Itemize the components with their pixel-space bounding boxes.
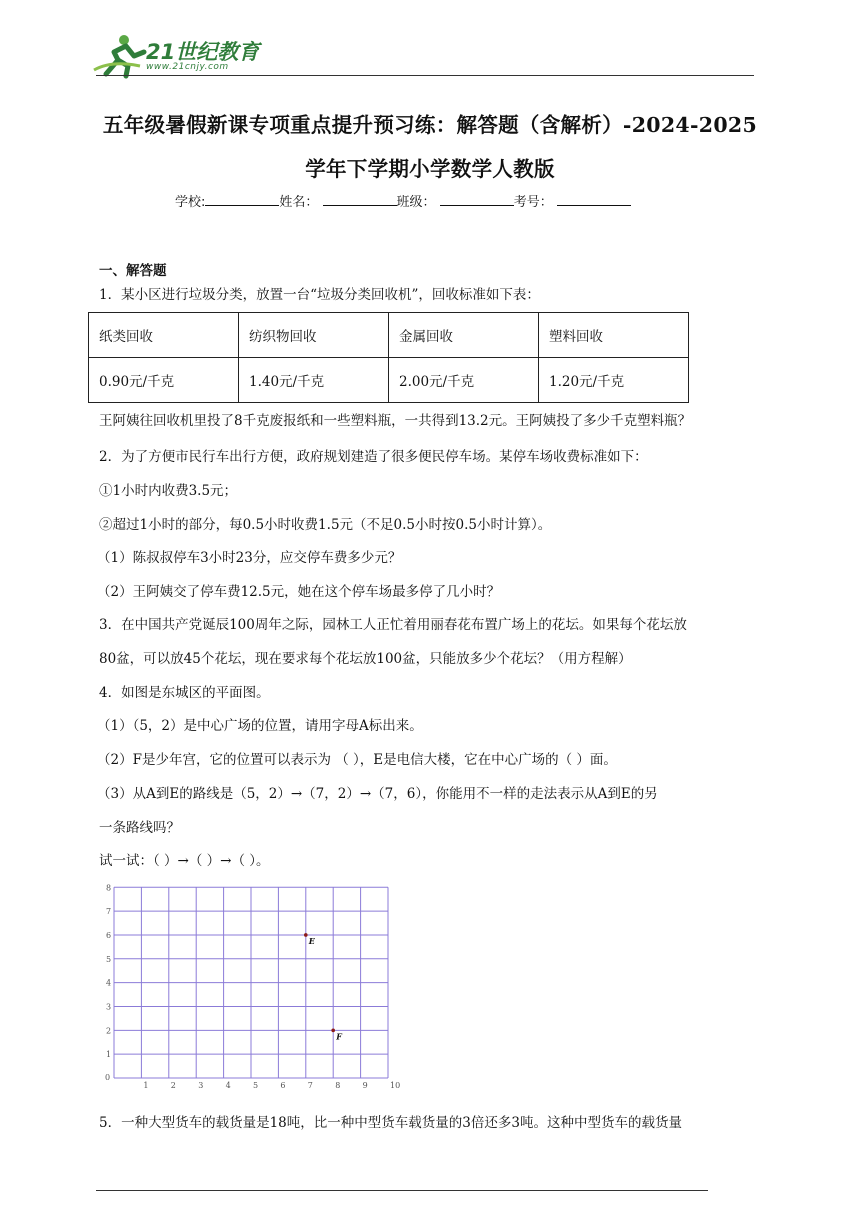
logo-text: 21世纪教育 [146, 40, 260, 64]
name-blank[interactable] [323, 193, 397, 206]
q4-stem: 4．如图是东城区的平面图。 [99, 685, 270, 701]
q1-question: 王阿姨往回收机里投了8千克废报纸和一些塑料瓶，一共得到13.2元。王阿姨投了多少千克塑料瓶？ [99, 413, 692, 429]
table-row [89, 358, 689, 403]
table-header-cell: 纸类回收 [89, 313, 239, 358]
q4-sub-1: （1）（5，2）是中心广场的位置，请用字母A标出来。 [97, 718, 423, 734]
table-cell: 0.90元/千克 [89, 358, 239, 403]
class-blank[interactable] [440, 193, 514, 206]
y-tick-label: 3 [106, 1002, 112, 1012]
q3-line-1: 3．在中国共产党诞辰100周年之际，园林工人正忙着用丽春花布置广场上的花坛。如果每个花坛放 [99, 617, 687, 633]
grid-point-f[interactable] [331, 1029, 335, 1033]
table-cell: 1.40元/千克 [239, 358, 389, 403]
school-blank[interactable] [205, 193, 279, 206]
q3-line-2: 80盆，可以放45个花坛，现在要求每个花坛放100盆，只能放多少个花坛？（用方程解） [99, 651, 632, 667]
table-header-cell: 塑料回收 [539, 313, 689, 358]
x-tick-label: 1 [143, 1081, 149, 1090]
footer-divider [96, 1190, 708, 1191]
x-tick-label: 7 [307, 1081, 313, 1090]
table-header-cell: 纺织物回收 [239, 313, 389, 358]
q4-sub-2: （2）F是少年宫，它的位置可以表示为 （ ），E是电信大楼，它在中心广场的（ ）面。 [97, 752, 617, 768]
grid-point-e[interactable] [304, 933, 308, 937]
table-header-cell: 金属回收 [389, 313, 539, 358]
exam-no-blank[interactable] [557, 193, 631, 206]
x-tick-label: 6 [280, 1081, 286, 1090]
q2-sub-1: （1）陈叔叔停车3小时23分，应交停车费多少元？ [97, 550, 402, 566]
logo-url: www.21cnjy.com [146, 62, 229, 72]
q4-try: 试一试：（ ）→（ ）→（ ）。 [99, 853, 270, 869]
q2-sub-2: （2）王阿姨交了停车费12.5元，她在这个停车场最多停了几小时？ [97, 584, 501, 600]
grid-point-label: F [336, 1031, 342, 1042]
x-tick-label: 9 [362, 1081, 368, 1090]
q2-rule-1: ①1小时内收费3.5元； [99, 483, 238, 499]
y-tick-label: 7 [106, 907, 112, 917]
recycling-price-table [88, 312, 689, 403]
document-title-line-2: 学年下学期小学数学人教版 [305, 157, 555, 181]
class-label: 班级： [396, 195, 436, 210]
school-label: 学校: [175, 195, 206, 210]
x-tick-label: 5 [253, 1081, 259, 1090]
y-tick-label: 5 [106, 954, 112, 964]
student-info-line [175, 191, 631, 210]
header-divider [96, 75, 754, 76]
y-tick-label: 8 [106, 883, 112, 893]
q4-sub-3a: （3）从A到E的路线是（5，2）→（7，2）→（7，6），你能用不一样的走法表示从A到E的另 [97, 786, 658, 802]
y-tick-label: 2 [106, 1026, 112, 1036]
x-tick-label: 0 [105, 1073, 111, 1082]
x-tick-label: 3 [198, 1081, 204, 1090]
grid-point-label: E [308, 935, 315, 946]
q5-line-1: 5．一种大型货车的载货量是18吨，比一种中型货车载货量的3倍还多3吨。这种中型货车的载货量 [99, 1115, 682, 1131]
x-tick-label: 8 [335, 1081, 341, 1090]
y-tick-label: 6 [106, 930, 112, 940]
q2-rule-2: ②超过1小时的部分，每0.5小时收费1.5元（不足0.5小时按0.5小时计算）。 [99, 517, 552, 533]
name-label: 姓名： [279, 195, 319, 210]
q4-sub-3b: 一条路线吗？ [99, 820, 180, 836]
coordinate-grid [100, 882, 400, 1094]
table-cell: 2.00元/千克 [389, 358, 539, 403]
exam-no-label: 考号： [513, 195, 553, 210]
document-title-line-1: 五年级暑假新课专项重点提升预习练：解答题（含解析）-2024-2025 [102, 113, 758, 137]
x-tick-label: 10 [390, 1081, 400, 1090]
q2-stem: 2．为了方便市民行车出行方便，政府规划建造了很多便民停车场。某停车场收费标准如下： [99, 449, 648, 465]
section-heading: 一、解答题 [99, 263, 167, 279]
y-tick-label: 4 [106, 978, 112, 988]
x-tick-label: 4 [225, 1081, 231, 1090]
x-tick-label: 2 [170, 1081, 176, 1090]
q1-stem: 1．某小区进行垃圾分类，放置一台“垃圾分类回收机”，回收标准如下表： [99, 287, 540, 303]
table-cell: 1.20元/千克 [539, 358, 689, 403]
y-tick-label: 1 [106, 1050, 112, 1060]
table-header-row [89, 313, 689, 358]
